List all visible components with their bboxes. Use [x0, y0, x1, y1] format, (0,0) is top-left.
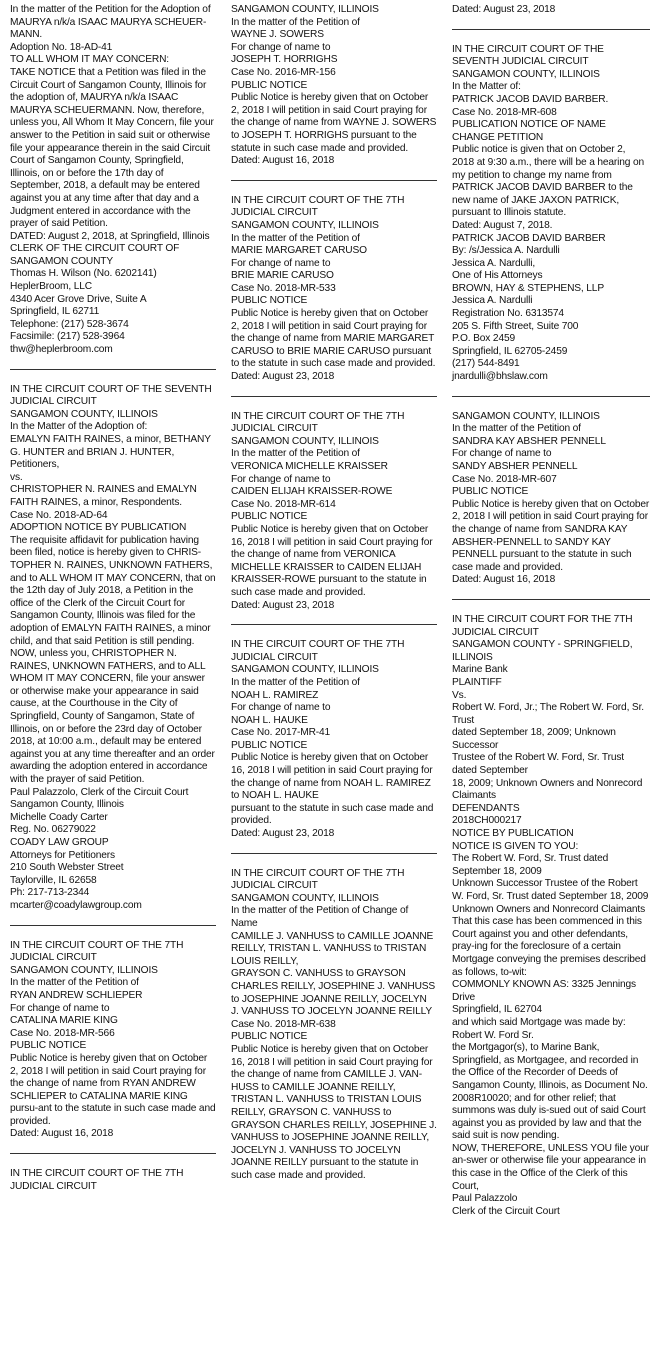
notice-text-line: BRIE MARIE CARUSO — [231, 270, 334, 282]
notice-text-line: SANGAMON COUNTY, ILLINOIS — [10, 964, 158, 976]
notice-text-line: NOAH L. HAUKE — [231, 714, 308, 726]
notice-text-line: thw@heplerbroom.com — [10, 344, 113, 356]
notice-text-line: SANGAMON COUNTY, ILLINOIS — [231, 664, 379, 676]
notice-text-line: In the matter of the Petition of — [10, 977, 139, 989]
notice-text-line: Dated: August 23, 2018 — [452, 4, 556, 15]
legal-notice — [231, 867, 440, 1183]
notice-text-line: IN THE CIRCUIT COURT OF THE SEVENTH JUDICIAL CIRCUIT — [452, 43, 607, 68]
notice-text-line: SANGAMON COUNTY - SPRINGFIELD, ILLINOIS — [452, 639, 636, 663]
notice-text-line: SANGAMON COUNTY, ILLINOIS — [10, 408, 158, 420]
notice-text-line: IN THE CIRCUIT COURT OF THE 7TH JUDICIAL CIRCUIT — [10, 939, 186, 964]
notice-divider — [231, 180, 437, 181]
notice-text-line: CATALINA MARIE KING — [10, 1015, 118, 1027]
notice-text-line: Case No. 2018-MR-608 — [452, 106, 557, 118]
notice-text-line: DATED: August 2, 2018, at Springfield, Illinois — [10, 230, 210, 242]
notice-text-line: IN THE CIRCUIT COURT OF THE 7TH JUDICIAL CIRCUIT — [231, 410, 407, 435]
notice-divider — [231, 396, 437, 397]
notice-text-line: SANGAMON COUNTY, ILLINOIS — [231, 4, 379, 15]
notice-text-line: NOAH L. RAMIREZ — [231, 689, 319, 701]
notice-text-line: Case No. 2018-MR-614 — [231, 498, 336, 510]
notice-divider — [452, 29, 650, 30]
notice-text-line: 18, 2009; Unknown Owners and Nonrecord Claimants — [452, 777, 645, 802]
notice-text-line: PATRICK JACOB DAVID BARBER — [452, 232, 606, 244]
notice-text-line: Dated: August 16, 2018 — [231, 155, 335, 167]
notice-text-line: and which said Mortgage was made by: — [452, 1016, 626, 1028]
notice-text-line: TAKE NOTICE that a Petition was filed in the Circuit Court of Sangamon County, Illinois for the adoption of, MAURYA n/k/a ISAAC MAURYA SCHEUERMANN. Now, therefore, unless you, All Whom It May Concern, file your answer to the Petition in said suit or otherwise file your appearance therein in the said Circuit Court of Sangamon County, Springfield, Illinois, on or before the 17th day of September, 2018, a default may be entered against you at any time after that day and a Judgment entered in accordance with the prayer of said Petition. — [10, 66, 217, 230]
notice-text-line: PUBLICATION NOTICE OF NAME CHANGE PETITION — [452, 119, 609, 143]
notice-divider — [231, 853, 437, 854]
notice-text-line: IN THE CIRCUIT COURT OF THE SEVENTH JUDICIAL CIRCUIT — [10, 383, 215, 408]
notice-text-line: In the matter of the Petition of — [452, 423, 581, 435]
notice-text-line: Trustee of the Robert W. Ford, Sr. Trust dated September — [452, 752, 627, 777]
notice-text-line: In the Matter of the Adoption of: — [10, 421, 148, 433]
notice-text-line: SANGAMON COUNTY — [10, 255, 114, 267]
legal-notice — [231, 411, 437, 613]
notice-text-line: SANGAMON COUNTY, ILLINOIS — [231, 435, 379, 447]
notice-text-line: For change of name to — [231, 702, 331, 714]
notice-text-line: NOTICE IS GIVEN TO YOU: — [452, 840, 579, 852]
notice-text-line: Dated: August 7, 2018. — [452, 219, 553, 231]
notice-text-line: vs. — [10, 471, 23, 483]
notice-text-line: 2018CH000217 — [452, 815, 522, 827]
notice-text-line: the Mortgagor(s), to Marine Bank, Springfield, as Mortgagee, and recorded in the Office of the Recorder of Deeds of Sangamon County, Illinois, as Document No. 2008R10020; and for other relief; that summons was duly is-sued out of said Court against you as provided by law and that the said suit is now pending. — [452, 1042, 651, 1142]
notice-text-line: In the matter of the Petition of — [231, 16, 360, 28]
notice-text-line: One of His Attorneys — [452, 270, 543, 282]
notice-text-line: Paul Palazzolo — [452, 1193, 518, 1205]
notice-text-line: COMMONLY KNOWN AS: 3325 Jennings Drive — [452, 979, 639, 1003]
notice-text-line: Case No. 2018-AD-64 — [10, 509, 108, 521]
notice-text-line: CLERK OF THE CIRCUIT COURT OF — [10, 243, 180, 255]
notice-text-line: Dated: August 16, 2018 — [10, 1128, 114, 1140]
notice-text-line: In the matter of the Petition for the Adoption of — [10, 4, 211, 15]
notice-text-line: For change of name to — [452, 448, 552, 460]
notice-text-line: Jessica A. Nardulli — [452, 295, 533, 307]
legal-notice — [10, 939, 219, 1142]
notice-text-line: Michelle Coady Carter — [10, 811, 108, 823]
notice-text-line: EMALYN FAITH RAINES, a minor, BETHANY G. HUNTER and BRIAN J. HUNTER, Petitioners, — [10, 434, 214, 471]
column-3 — [452, 4, 650, 1347]
notice-text-line: TO ALL WHOM IT MAY CONCERN: — [10, 54, 169, 66]
legal-notice — [452, 44, 650, 384]
notice-text-line: Ph: 217-713-2344 — [10, 887, 90, 899]
notice-text-line: Case No. 2017-MR-41 — [231, 727, 331, 739]
notice-text-line: JOSEPH T. HORRIGHS — [231, 54, 338, 66]
notice-text-line: IN THE CIRCUIT COURT OF THE 7TH JUDICIAL CIRCUIT — [231, 867, 407, 892]
notice-text-line: That this case has been commenced in this Court against you and other defendants, pray-ing for the foreclosure of a certain Mortgage conveying the premises described as follows, to-wit: — [452, 916, 649, 978]
notice-text-line: Marine Bank — [452, 664, 508, 676]
notice-text-line: MARIE MARGARET CARUSO — [231, 245, 367, 257]
notice-text-line: SANGAMON COUNTY, ILLINOIS — [231, 892, 379, 904]
notice-text-line: Paul Palazzolo, Clerk of the Circuit Court — [10, 786, 189, 798]
notice-text-line: SANGAMON COUNTY, ILLINOIS — [452, 68, 600, 80]
legal-notice — [452, 614, 650, 1219]
notice-text-line: In the matter of the Petition of — [231, 448, 360, 460]
legal-notice — [10, 1168, 216, 1193]
notice-text-line: Dated: August 23, 2018 — [231, 371, 335, 383]
notice-text-line: PUBLIC NOTICE — [452, 486, 529, 498]
notice-text-line: SANGAMON COUNTY, ILLINOIS — [231, 219, 379, 231]
notice-text-line: HeplerBroom, LLC — [10, 281, 92, 293]
notice-text-line: Springfield, IL 62704 — [452, 1004, 542, 1016]
notice-text-line: SANDY ABSHER PENNELL — [452, 461, 578, 472]
notice-text-line: RYAN ANDREW SCHLIEPER — [10, 989, 143, 1001]
notice-text-line: WAYNE J. SOWERS — [231, 29, 324, 41]
notice-text-line: PUBLIC NOTICE — [231, 295, 308, 307]
notice-divider — [452, 599, 650, 600]
notice-text-line: DEFENDANTS — [452, 802, 520, 814]
notice-text-line: For change of name to — [231, 257, 331, 269]
notice-text-line: pursuant to the statute in such case made and provided. — [231, 802, 436, 827]
notice-text-line: Public Notice is hereby given that on October 2, 2018 I will petition in said Court praying for the change of name from RYAN ANDREW SCHLIEPER to CATALINA MARIE KING pursu-ant to the statute in such case made and provided. — [10, 1052, 219, 1127]
notice-text-line: The Robert W. Ford, Sr. Trust dated September 18, 2009 — [452, 853, 611, 877]
notice-text-line: Public Notice is hereby given that on October 16, 2018 I will petition in said Court praying for the change of name from VERONICA MICHELLE KRAISSER to CAIDEN ELIJAH KRAISSER-ROWE pursuant to the statute in such case made and provided. — [231, 523, 436, 598]
notice-text-line: Case No. 2018-MR-607 — [452, 473, 557, 485]
notice-text-line: Case No. 2018-MR-533 — [231, 282, 336, 294]
notice-text-line: Clerk of the Circuit Court — [452, 1205, 560, 1217]
notice-text-line: NOW, unless you, CHRISTOPHER N. RAINES, UNKNOWN FATHERS, and to ALL WHOM IT MAY CONCERN, file your answer or otherwise make your appearance in said cause, at the Courthouse in the City of Springfield, County of Sangamon, State of Illinois, on or before the 23rd day of October 2018, at 10:00 a.m., default may be entered against you at any time thereafter and an order awarding the adoption entered in accordance with the prayer of said Petition. — [10, 648, 218, 786]
notice-text-line: ADOPTION NOTICE BY PUBLICATION — [10, 522, 187, 534]
notice-text-line: Robert W. Ford, Jr.; The Robert W. Ford, Sr. Trust — [452, 702, 647, 726]
notice-text-line: NOTICE BY PUBLICATION — [452, 828, 574, 840]
notice-text-line: Taylorville, IL 62658 — [10, 874, 97, 886]
notice-text-line: In the matter of the Petition of Change of Name — [231, 905, 411, 929]
notice-text-line: dated September 18, 2009; Unknown Successor — [452, 727, 619, 751]
column-2 — [231, 4, 440, 1347]
notice-text-line: (217) 544-8491 — [452, 358, 520, 370]
notice-text-line: PUBLIC NOTICE — [231, 739, 308, 751]
notice-divider — [10, 1153, 216, 1154]
notice-text-line: Case No. 2016-MR-156 — [231, 66, 336, 78]
notice-text-line: Case No. 2018-MR-638 — [231, 1018, 336, 1030]
notice-text-line: In the Matter of: — [452, 81, 521, 93]
notice-text-line: Reg. No. 06279022 — [10, 824, 96, 836]
notice-text-line: Dated: August 16, 2018 — [452, 574, 556, 586]
legal-notice — [231, 4, 440, 168]
notice-text-line: Dated: August 23, 2018 — [231, 828, 335, 840]
notice-text-line: For change of name to — [231, 41, 331, 53]
legal-notice — [10, 4, 216, 357]
column-1 — [10, 4, 219, 1347]
notice-text-line: For change of name to — [231, 473, 331, 485]
notice-divider — [452, 396, 650, 397]
legal-notice — [10, 383, 219, 913]
notice-text-line: PUBLIC NOTICE — [231, 79, 308, 91]
notice-text-line: PUBLIC NOTICE — [231, 511, 308, 523]
notice-text-line: Thomas H. Wilson (No. 6202141) — [10, 268, 157, 280]
notice-divider — [231, 624, 437, 625]
notice-text-line: In the matter of the Petition of — [231, 232, 360, 244]
notice-text-line: GRAYSON C. VANHUSS to GRAYSON CHARLES REILLY, JOSEPHINE J. VANHUSS to JOSEPHINE JOANNE REILLY, JOCELYN J. VANHUSS TO JOCELYN JOANNE REILLY — [231, 968, 438, 1018]
notice-text-line: Robert W. Ford Sr. — [452, 1029, 534, 1041]
notice-text-line: Registration No. 6313574 — [452, 308, 564, 320]
notice-text-line: CHRISTOPHER N. RAINES and EMALYN FAITH RAINES, a minor, Respondents. — [10, 484, 200, 508]
notice-text-line: CAMILLE J. VANHUSS to CAMILLE JOANNE REILLY, TRISTAN L. VANHUSS to TRISTAN LOUIS REILLY, — [231, 930, 436, 967]
notice-text-line: SANGAMON COUNTY, ILLINOIS — [452, 410, 600, 422]
legal-notice — [231, 639, 437, 841]
notice-divider — [10, 369, 216, 370]
notice-text-line: PATRICK JACOB DAVID BARBER. — [452, 93, 609, 105]
notice-text-line: IN THE CIRCUIT COURT OF THE 7TH JUDICIAL CIRCUIT — [10, 1168, 186, 1192]
notice-text-line: Springfield, IL 62711 — [10, 306, 100, 318]
notice-text-line: 205 S. Fifth Street, Suite 700 — [452, 320, 579, 332]
notice-text-line: Facsimile: (217) 528-3964 — [10, 331, 125, 343]
notice-text-line: Public Notice is hereby given that on October 2, 2018 I will petition in said Court praying for the change of name from SANDRA KAY ABSHER-PENNELL to SANDY KAY PENNELL pursuant to the statute in such case made and provided. — [452, 498, 652, 573]
notice-text-line: Public Notice is hereby given that on October 2, 2018 I will petition in said Court praying for the change of name from MARIE MARGARET CARUSO to BRIE MARIE CARUSO pursuant to the statute in such case made and provided. — [231, 308, 437, 370]
notice-text-line: Attorneys for Petitioners — [10, 849, 115, 861]
notice-text-line: NOW, THEREFORE, UNLESS YOU file your an-swer or otherwise file your appearance in this case in the Office of the Clerk of this Court, — [452, 1142, 652, 1192]
notice-text-line: Sangamon County, Illinois — [10, 799, 124, 811]
notice-text-line: CAIDEN ELIJAH KRAISSER-ROWE — [231, 486, 393, 498]
notice-text-line: Telephone: (217) 528-3674 — [10, 318, 129, 330]
notice-text-line: PLAINTIFF — [452, 676, 502, 688]
notice-text-line: Unknown Successor Trustee of the Robert W. Ford, Sr. Trust dated September 18, 2009 — [452, 878, 649, 902]
notice-text-line: IN THE CIRCUIT COURT FOR THE 7TH JUDICIAL CIRCUIT — [452, 613, 636, 638]
notice-divider — [10, 925, 216, 926]
notice-text-line: P.O. Box 2459 — [452, 333, 515, 345]
notice-text-line: In the matter of the Petition of — [231, 676, 360, 688]
notice-text-line: Vs. — [452, 689, 467, 701]
notice-text-line: Public notice is given that on October 2, 2018 at 9:30 a.m., there will be a hearing on my petition to change my name from PATRICK JACOB DAVID BARBER to the new name of JAKE JAXON PATRICK, pursuant to Illinois statute. — [452, 144, 647, 219]
notice-text-line: The requisite affidavit for publication having been filed, notice is hereby given to CHRIS-TOPHER N. RAINES, UNKNOWN FATHERS, and to ALL WHOM IT MAY CONCERN, that on the 12th day of July 2018, a Petition in the office of the Clerk of the Circuit Court for Sangamon County, Illinois was filed for the adoption of EMALYN FAITH RAINES, a minor child, and that said Petition is still pending. — [10, 534, 219, 647]
notice-text-line: PUBLIC NOTICE — [10, 1040, 87, 1052]
notice-text-line: IN THE CIRCUIT COURT OF THE 7TH JUDICIAL CIRCUIT — [231, 194, 407, 219]
notice-text-line: Case No. 2018-MR-566 — [10, 1027, 115, 1039]
notice-text-line: Dated: August 23, 2018 — [231, 599, 335, 611]
notice-text-line: VERONICA MICHELLE KRAISSER — [231, 461, 388, 472]
notice-text-line: Springfield, IL 62705-2459 — [452, 345, 568, 357]
notice-text-line: mcarter@coadylawgroup.com — [10, 899, 142, 911]
notice-text-line: Unknown Owners and Nonrecord Claimants — [452, 903, 646, 915]
notice-text-line: BROWN, HAY & STEPHENS, LLP — [452, 282, 604, 294]
legal-notice — [231, 195, 437, 384]
notice-text-line: Jessica A. Nardulli, — [452, 257, 536, 269]
notice-text-line: 210 South Webster Street — [10, 862, 124, 874]
notice-text-line: Adoption No. 18-AD-41 — [10, 41, 113, 53]
notice-text-line: MAURYA n/k/a ISAAC MAURYA SCHEUER- — [10, 16, 207, 28]
notice-text-line: By: /s/Jessica A. Nardulli — [452, 245, 560, 257]
notice-text-line: SANDRA KAY ABSHER PENNELL — [452, 435, 606, 447]
notice-text-line: For change of name to — [10, 1002, 110, 1014]
notice-text-line: IN THE CIRCUIT COURT OF THE 7TH JUDICIAL CIRCUIT — [231, 639, 407, 663]
notice-text-line: PUBLIC NOTICE — [231, 1031, 308, 1043]
notice-text-line: 4340 Acer Grove Drive, Suite A — [10, 293, 147, 305]
legal-notice — [452, 4, 650, 17]
legal-notice — [452, 411, 650, 587]
notice-text-line: Public Notice is hereby given that on October 16, 2018 I will petition in said Court praying for the change of name from CAMILLE J. VAN-HUSS to CAMILLE JOANNE REILLY, TRISTAN L. VANHUSS to TRISTAN LOUIS REILLY, GRAYSON C. VANHUSS to GRAYSON CHARLES REILLY, JOSEPHINE J. VANHUSS to JOSEPHINE JOANNE REILLY, JOCELYN J. VANHUSS TO JOCELYN JOANNE REILLY pursuant to the statute in such case made and provided. — [231, 1043, 440, 1181]
notice-text-line: Public Notice is hereby given that on October 16, 2018 I will petition in said Court praying for the change of name from NOAH L. RAMIREZ to NOAH L. HAUKE — [231, 752, 436, 802]
notice-text-line: Public Notice is hereby given that on October 2, 2018 I will petition in said Court praying for the change of name from WAYNE J. SOWERS to JOSEPH T. HORRIGHS pursuant to the statute in such case made and provided. — [231, 92, 440, 154]
notice-text-line: MANN. — [10, 29, 43, 41]
notice-text-line: jnardulli@bhslaw.com — [452, 371, 548, 383]
notice-text-line: COADY LAW GROUP — [10, 837, 109, 848]
